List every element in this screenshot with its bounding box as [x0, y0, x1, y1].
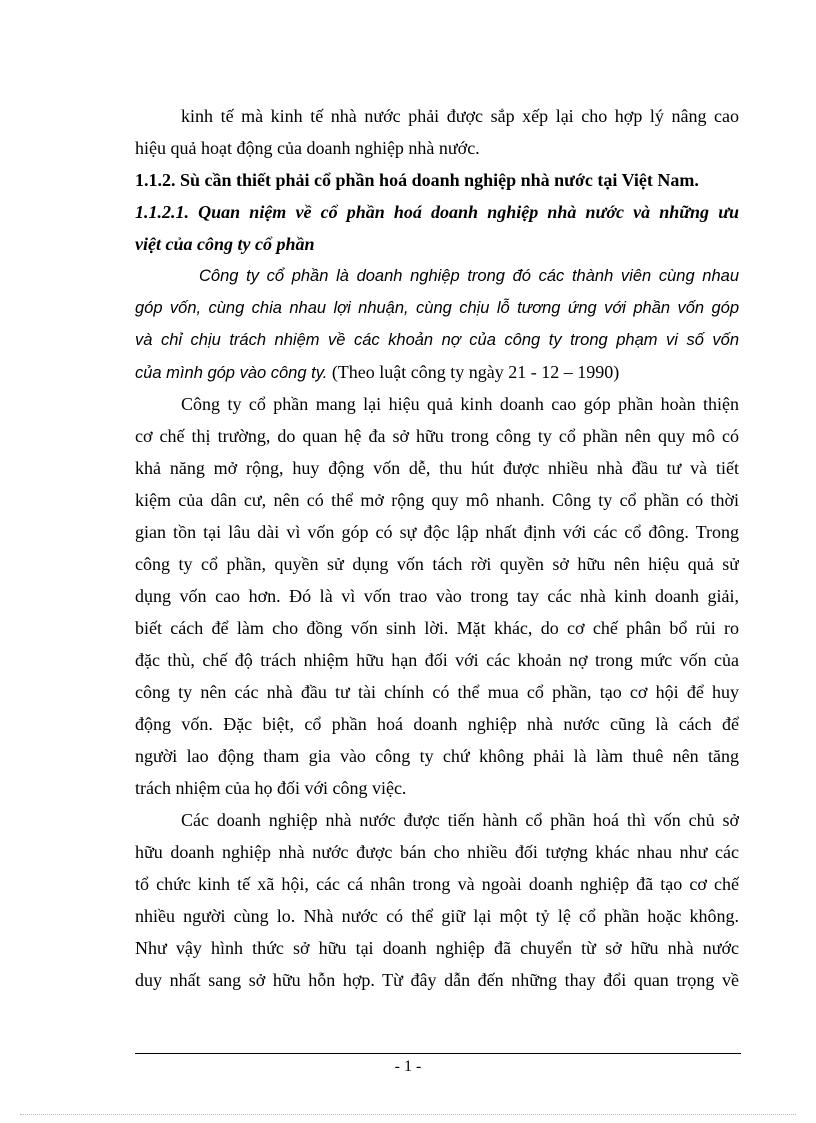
definition-text: của mình góp vào công ty.	[135, 364, 328, 382]
document-body	[135, 100, 739, 996]
page-edge-dots	[20, 1114, 796, 1115]
paragraph-line: biết cách để làm cho đồng vốn sinh lời. Mặt khác, do cơ chế phân bổ rủi ro	[135, 618, 739, 638]
paragraph-line: nhiều người cùng lo. Nhà nước có thể giữ lại một tỷ lệ cổ phần hoặc không.	[135, 906, 739, 926]
definition-line: và chỉ chịu trách nhiệm về các khoản nợ của công ty trong phạm vi số vốn	[135, 331, 739, 349]
paragraph-line: công ty nên các nhà đầu tư tài chính có thể mua cổ phần, tạo cơ hội để huy	[135, 682, 739, 702]
definition-line: Công ty cổ phần là doanh nghiệp trong đó các thành viên cùng nhau	[199, 267, 739, 285]
paragraph-line: gian tồn tại lâu dài vì vốn góp có sự độc lập nhất định với các cổ đông. Trong	[135, 522, 739, 542]
paragraph-line: kinh tế mà kinh tế nhà nước phải được sắp xếp lại cho hợp lý nâng cao	[181, 106, 739, 126]
definition-line	[135, 356, 739, 388]
paragraph-line: kiệm của dân cư, nên có thể mở rộng quy mô nhanh. Công ty cổ phần có thời	[135, 490, 739, 510]
paragraph-line: hữu doanh nghiệp nhà nước được bán cho nhiều đối tượng khác nhau như các	[135, 842, 739, 862]
paragraph-line: Như vậy hình thức sở hữu tại doanh nghiệp đã chuyển từ sở hữu nhà nước	[135, 938, 739, 958]
paragraph-line: dụng vốn cao hơn. Đó là vì vốn trao vào trong tay các nhà kinh doanh giải,	[135, 586, 739, 606]
paragraph-line: khả năng mở rộng, huy động vốn dễ, thu hút được nhiều nhà đầu tư và tiết	[135, 458, 739, 478]
paragraph-line: duy nhất sang sở hữu hỗn hợp. Từ đây dẫn đến những thay đổi quan trọng về	[135, 970, 739, 990]
subsection-heading: 1.1.2.1. Quan niệm về cổ phần hoá doanh nghiệp nhà nước và những ưu	[135, 202, 739, 222]
paragraph-line: cơ chế thị trường, do quan hệ đa sở hữu trong công ty cổ phần nên quy mô có	[135, 426, 739, 446]
paragraph-line: Công ty cổ phần mang lại hiệu quả kinh doanh cao góp phần hoàn thiện	[181, 394, 739, 414]
paragraph-line: hiệu quả hoạt động của doanh nghiệp nhà nước.	[135, 138, 480, 158]
paragraph-line: động vốn. Đặc biệt, cổ phần hoá doanh nghiệp nhà nước cũng là cách để	[135, 714, 739, 734]
definition-line: góp vốn, cùng chia nhau lợi nhuận, cùng chịu lỗ tương ứng với phần vốn góp	[135, 299, 739, 317]
paragraph-line: công ty cổ phần, quyền sử dụng vốn tách rời quyền sở hữu nên hiệu quả sử	[135, 554, 739, 574]
subsection-heading: việt của công ty cổ phần	[135, 234, 315, 254]
page-number: - 1 -	[394, 1058, 422, 1075]
section-heading: 1.1.2. Sù cần thiết phải cổ phần hoá doanh nghiệp nhà nước tại Việt Nam.	[135, 170, 699, 190]
paragraph-line: trách nhiệm của họ đối với công việc.	[135, 778, 407, 798]
paragraph-line: đặc thù, chế độ trách nhiệm hữu hạn đối với các khoản nợ trong mức vốn của	[135, 650, 739, 670]
paragraph-line: người lao động tham gia vào công ty chứ không phải là làm thuê nên tăng	[135, 746, 739, 766]
footer-rule	[135, 1053, 741, 1054]
citation: (Theo luật công ty ngày 21 - 12 – 1990)	[327, 362, 620, 382]
paragraph-line: tổ chức kinh tế xã hội, các cá nhân trong và ngoài doanh nghiệp đã tạo cơ chế	[135, 874, 739, 894]
paragraph-line: Các doanh nghiệp nhà nước được tiến hành cổ phần hoá thì vốn chủ sở	[181, 810, 739, 830]
